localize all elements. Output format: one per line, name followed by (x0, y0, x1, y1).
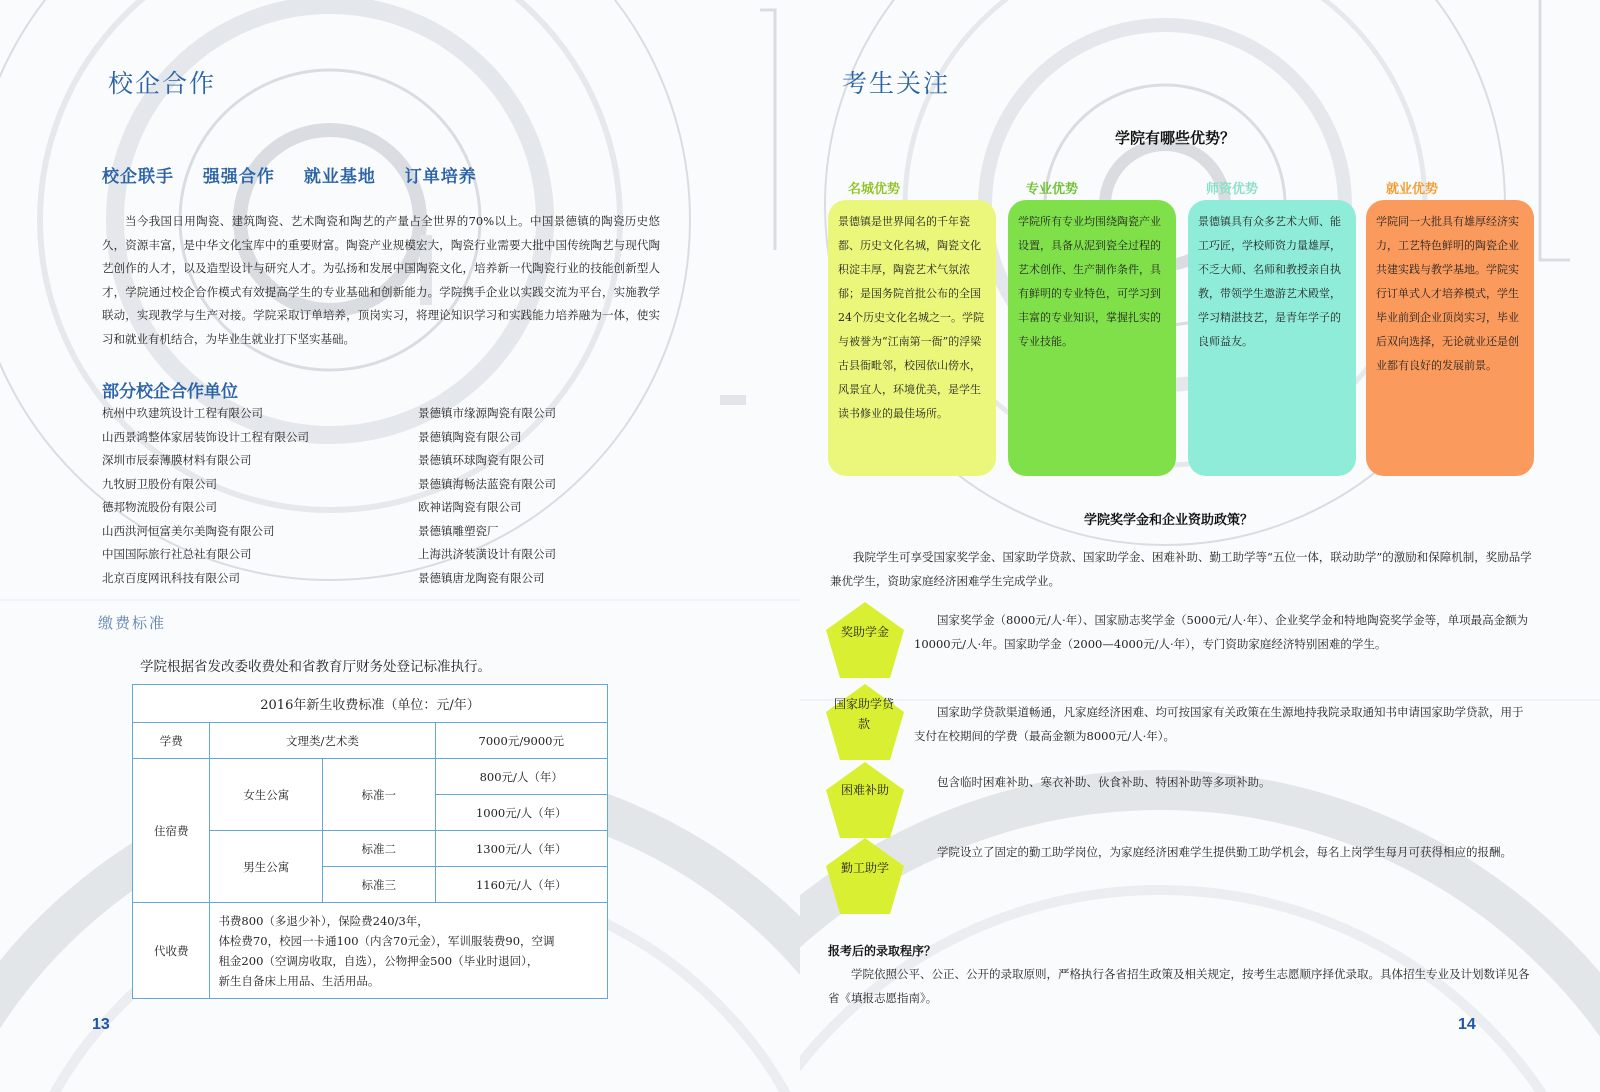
partner-item: 杭州中玖建筑设计工程有限公司 (102, 406, 263, 420)
partner-item: 深圳市辰泰薄膜材料有限公司 (102, 453, 252, 467)
agency-fee-line: 体检费70，校园一卡通100（内含70元金），军训服装费90，空调 (218, 933, 555, 948)
slogan-item: 就业基地 (303, 167, 376, 187)
pentagon-shape (824, 760, 906, 840)
partner-item: 景德镇唐龙陶瓷有限公司 (418, 570, 545, 585)
fee-table (132, 684, 608, 999)
dorm-label: 住宿费 (133, 759, 210, 903)
advantage-label: 名城优势 (848, 182, 901, 197)
policy-text-loan: 国家助学贷款渠道畅通，凡家庭经济困难、均可按国家有关政策在生源地持我院录取通知书申请国家助学贷款，用于支付在校期间的学费（最高金额为8000元/人·年）。 (914, 705, 1524, 743)
policy-text-scholarship: 国家奖学金（8000元/人·年）、国家励志奖学金（5000元/人·年）、企业奖学金和特地陶瓷奖学金等，单项最高金额为10000元/人·年。国家助学金（2000—4000元/人·年），专门资助家庭经济特别困难的学生。 (914, 613, 1529, 651)
advantage-box-major: 学院所有专业均围绕陶瓷产业设置，具备从泥到瓷全过程的艺术创作、生产制作条件，具有鲜明的专业特色，可学习到丰富的专业知识，掌握扎实的专业技能。 (1008, 200, 1176, 476)
partner-item: 欧神诺陶瓷有限公司 (418, 500, 522, 514)
advantage-label: 专业优势 (1026, 182, 1079, 197)
male-dorm-label: 男生公寓 (210, 831, 323, 903)
policy-text-hardship: 包含临时困难补助、寒衣补助、伙食补助、特困补助等多项补助。 (937, 775, 1271, 789)
partner-item: 上海洪济装潢设计有限公司 (418, 547, 556, 561)
admission-question: 报考后的录取程序？ (828, 944, 937, 958)
female-dorm-label: 女生公寓 (210, 759, 323, 831)
intro-paragraph: 当今我国日用陶瓷、建筑陶瓷、艺术陶瓷和陶艺的产量占全世界的70%以上。中国景德镇的陶瓷历史悠久，资源丰富，是中华文化宝库中的重要财富。陶瓷产业规模宏大，陶瓷行业需要大批中国传统陶艺与现代陶艺创作的人才，以及造型设计与研究人才。为弘扬和发展中国陶瓷文化，培养新一代陶瓷行业的技能创新型人才，学院通过校企合作模式有效提高学生的专业基础和创新能力。学院携手企业以实践交流为平台，实施教学联动，实现教学与生产对接。学院采取订单培养，顶岗实习，将理论知识学习和实践能力培养融为一体，使实习和就业有机结合，为毕业生就业打下坚实基础。 (102, 214, 660, 346)
agency-fee-line: 租金200（空调房收取，自选），公物押金500（毕业时退回）， (218, 953, 539, 968)
partners-list-col1 (102, 402, 402, 590)
fee-section-title: 缴费标准 (98, 614, 167, 632)
advantage-box-faculty: 景德镇具有众多艺术大师、能工巧匠，学校师资力量雄厚，不乏大师、名师和教授亲自执教，带领学生遨游艺术殿堂，学习精湛技艺，是青年学子的良师益友。 (1188, 200, 1356, 476)
partner-item: 山西景鸿整体家居装饰设计工程有限公司 (102, 429, 309, 444)
fee-value: 1160元/人（年） (435, 867, 607, 903)
agency-fee-line: 新生自备床上用品、生活用品。 (218, 973, 380, 988)
tuition-label: 学费 (133, 723, 210, 759)
policy-text-workstudy: 学院设立了固定的勤工助学岗位，为家庭经济困难学生提供勤工助学机会，每名上岗学生每月可获得相应的报酬。 (937, 845, 1512, 859)
fee-value: 1000元/人（年） (435, 795, 607, 831)
admission-text: 学院依照公平、公正、公开的录取原则，严格执行各省招生政策及相关规定，按考生志愿顺序择优录取。具体招生专业及计划数详见各省《填报志愿指南》。 (828, 967, 1530, 1005)
partner-item: 德邦物流股份有限公司 (102, 500, 217, 514)
partner-item: 九牧厨卫股份有限公司 (102, 476, 217, 491)
partners-list-col2 (418, 402, 718, 590)
standard-three: 标准三 (322, 867, 435, 903)
policy-label-scholarship: 奖助学金 (840, 625, 889, 639)
partner-item: 景德镇陶瓷有限公司 (418, 429, 522, 444)
agency-fee-line: 书费800（多退少补），保险费240/3年， (218, 913, 429, 928)
tuition-value: 7000元/9000元 (435, 723, 607, 759)
page-title: 校企合作 (108, 69, 217, 98)
standard-one: 标准一 (322, 759, 435, 831)
partner-item: 景德镇市缘源陶瓷有限公司 (418, 406, 556, 420)
agency-fee-label: 代收费 (133, 903, 210, 999)
advantage-box-city: 景德镇是世界闻名的千年瓷都、历史文化名城，陶瓷文化积淀丰厚，陶瓷艺术气氛浓郁；是国务院首批公布的全国24个历史文化名城之一。学院与被誉为“江南第一衙”的浮梁古县衙毗邻，校园依山傍水，风景宜人，环境优美，是学生读书修业的最佳场所。 (828, 200, 996, 476)
page-number: 13 (92, 1016, 110, 1033)
page-number: 14 (1458, 1016, 1476, 1033)
slogan-item: 强强合作 (202, 167, 275, 187)
partner-item: 景德镇海畅法蓝瓷有限公司 (418, 476, 556, 491)
scholarship-question: 学院奖学金和企业资助政策？ (1084, 513, 1254, 528)
standard-two: 标准二 (322, 831, 435, 867)
agency-fee-details (210, 903, 608, 999)
fee-value: 800元/人（年） (435, 759, 607, 795)
page-title: 考生关注 (842, 69, 951, 98)
tuition-category: 文理类/艺术类 (210, 723, 435, 759)
partner-item: 北京百度网讯科技有限公司 (102, 570, 240, 585)
advantage-label: 师资优势 (1206, 182, 1259, 197)
slogan-item: 校企联手 (102, 167, 174, 187)
slogan (102, 162, 499, 187)
scholarship-intro: 我院学生可享受国家奖学金、国家助学贷款、国家助学金、困难补助、勤工助学等“五位一体，联动助学”的激励和保障机制，奖励品学兼优学生，资助家庭经济困难学生完成学业。 (830, 550, 1532, 588)
partner-item: 景德镇雕塑瓷厂 (418, 523, 499, 538)
partner-item: 中国国际旅行社总社有限公司 (102, 547, 252, 561)
policy-label-workstudy: 勤工助学 (840, 861, 889, 875)
advantages-question: 学院有哪些优势？ (1115, 129, 1236, 147)
advantage-box-employment: 学院同一大批具有雄厚经济实力，工艺特色鲜明的陶瓷企业共建实践与教学基地。学院实行订单式人才培养模式，学生毕业前到企业顶岗实习，毕业后双向选择，无论就业还是创业都有良好的发展前景。 (1366, 200, 1534, 476)
fee-table-caption: 2016年新生收费标准（单位：元/年） (133, 685, 608, 723)
fee-note: 学院根据省发改委收费处和省教育厅财务处登记标准执行。 (140, 659, 491, 675)
page-right (800, 0, 1600, 1092)
partner-item: 景德镇环球陶瓷有限公司 (418, 453, 545, 467)
policy-label-hardship: 困难补助 (840, 783, 889, 797)
partner-item: 山西洪河恒富美尔美陶瓷有限公司 (102, 523, 275, 538)
partners-title: 部分校企合作单位 (102, 382, 238, 402)
policy-label-loan: 国家助学贷款 (833, 697, 894, 731)
advantage-label: 就业优势 (1386, 182, 1439, 197)
fee-value: 1300元/人（年） (435, 831, 607, 867)
slogan-item: 订单培养 (404, 167, 477, 187)
